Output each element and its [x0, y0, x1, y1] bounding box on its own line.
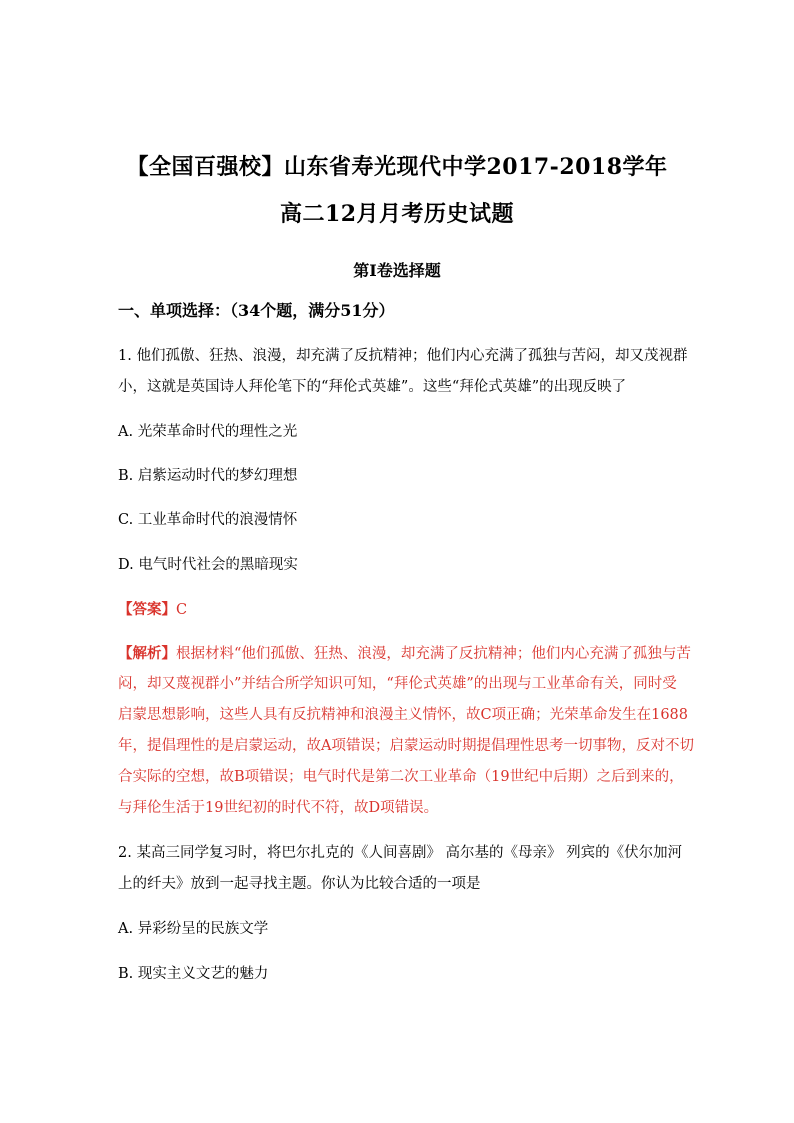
q1-analysis-line1	[118, 644, 691, 664]
q1-option-a: A. 光荣革命时代的理性之光	[118, 424, 298, 440]
answer-value: C	[176, 602, 188, 618]
q1-analysis-line3: 启蒙思想影响，这些人具有反抗精神和浪漫主义情怀，故C项正确；光荣革命发生在1688	[118, 707, 688, 723]
q2-stem-line2: 上的纤夫》放到一起寻找主题。你认为比较合适的一项是	[118, 876, 481, 892]
q1-analysis-line4: 年，提倡理性的是启蒙运动，故A项错误；启蒙运动时期提倡理性思考一切事物，反对不切	[118, 738, 694, 754]
part-heading: 一、单项选择：（34个题，满分51分）	[118, 301, 395, 320]
q2-stem-line1: 2. 某高三同学复习时，将巴尔扎克的《人间喜剧》 高尔基的《母亲》 列宾的《伏尔加河	[118, 845, 683, 861]
q1-analysis-line2: 闷，却又蔑视群小”并结合所学知识可知，“拜伦式英雄”的出现与工业革命有关，同时受	[118, 676, 677, 692]
q1-option-b: B. 启紫运动时代的梦幻理想	[118, 468, 298, 484]
q1-stem-line2: 小，这就是英国诗人拜伦笔下的“拜伦式英雄”。这些“拜伦式英雄”的出现反映了	[118, 379, 627, 395]
section-title: 第Ⅰ卷选择题	[353, 261, 441, 280]
analysis-text-line1: 根据材料“他们孤傲、狂热、浪漫，却充满了反抗精神；他们内心充满了孤独与苦	[176, 646, 691, 662]
exam-title-line2: 高二12月月考历史试题	[279, 201, 515, 227]
q1-stem-line1: 1. 他们孤傲、狂热、浪漫，却充满了反抗精神；他们内心充满了孤独与苦闷，却又茂视群	[118, 348, 688, 364]
q1-analysis-line5: 合实际的空想，故B项错误；电气时代是第二次工业革命（19世纪中后期）之后到来的，	[118, 769, 684, 785]
analysis-tag: 【解析】	[118, 645, 176, 662]
q1-option-d: D. 电气时代社会的黑暗现实	[118, 557, 298, 573]
q2-option-b: B. 现实主义文艺的魅力	[118, 966, 269, 982]
exam-title-line1: 【全国百强校】山东省寿光现代中学2017-2018学年	[126, 154, 668, 180]
q1-analysis-line6: 与拜伦生活于19世纪初的时代不符，故D项错误。	[118, 800, 439, 816]
q2-option-a: A. 异彩纷呈的民族文学	[118, 921, 269, 937]
answer-tag: 【答案】	[118, 601, 176, 618]
q1-answer	[118, 600, 678, 620]
q1-option-c: C. 工业革命时代的浪漫情怀	[118, 512, 298, 528]
